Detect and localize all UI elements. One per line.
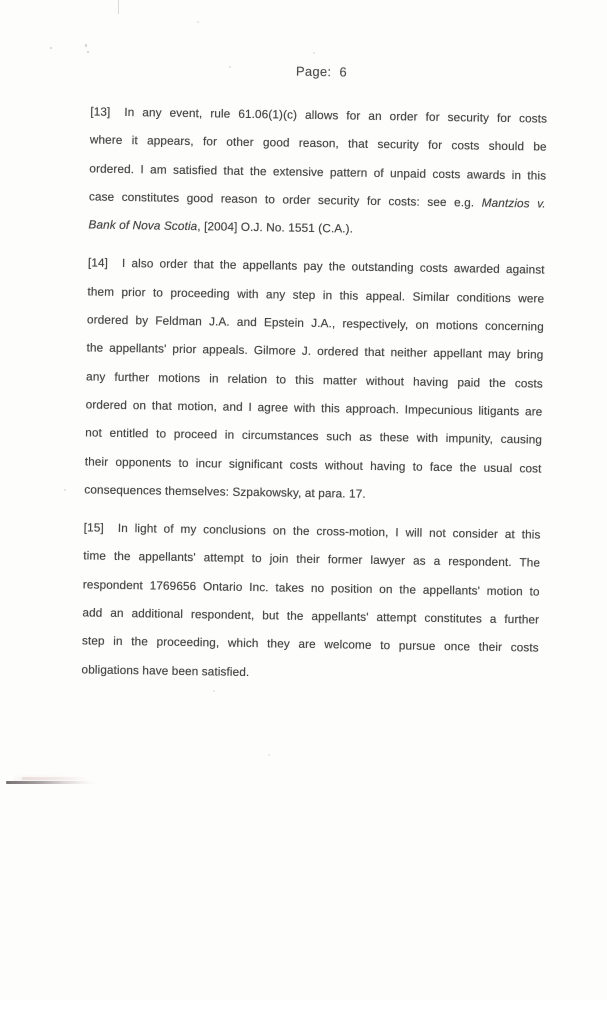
- paragraph-number: [14]: [87, 255, 109, 271]
- page-header-label: Page:: [295, 63, 332, 80]
- scan-scratch: [118, 0, 119, 14]
- text-segment: case constitutes good reason to order security for costs: see e.g.: [88, 189, 482, 210]
- citation-italic: Bank of Nova Scotia: [88, 217, 198, 234]
- text-segment: step in the proceeding, which they are welcome to pursue once their costs: [81, 633, 539, 655]
- paragraph-number: [15]: [83, 520, 104, 535]
- page-number: 6: [339, 64, 348, 80]
- citation-italic: Mantzios v.: [481, 195, 546, 211]
- text-segment: obligations have been satisfied.: [81, 662, 250, 679]
- document-body: [81, 97, 547, 700]
- paragraph-15: [81, 514, 541, 691]
- text-segment: the appellants' prior appeals. Gilmore J. ordered that neither appellant may bring: [86, 340, 544, 362]
- scan-smudge: [22, 777, 86, 780]
- text-segment: respondent 1769656 Ontario Inc. takes no position on the appellants' motion to: [82, 577, 540, 599]
- text-segment: any further motions in relation to this matter without having paid the costs: [85, 369, 543, 391]
- paragraph-13: [88, 97, 547, 246]
- page-header: [296, 64, 347, 80]
- scan-smudge: [6, 781, 96, 784]
- text-segment: time the appellants' attempt to join their former lawyer as a respondent. The: [83, 548, 541, 571]
- scan-speck: [85, 44, 87, 47]
- text-segment: where it appears, for other good reason, that security for costs should be: [89, 132, 547, 154]
- scan-speck: [197, 21, 199, 23]
- scan-speck: [313, 52, 315, 54]
- scan-speck: [64, 489, 66, 491]
- text-segment: , [2004] O.J. No. 1551 (C.A.).: [197, 219, 354, 236]
- paragraph-number: [13]: [90, 104, 111, 119]
- text-segment: ordered. I am satisfied that the extensive pattern of unpaid costs awards in this: [89, 161, 547, 183]
- text-segment: their opponents to incur significant costs without having to face the usual cost: [84, 453, 542, 476]
- scan-speck: [213, 690, 215, 692]
- scan-speck: [229, 66, 231, 68]
- text-segment: consequences themselves: Szpakowsky, at para. 17.: [84, 482, 366, 501]
- text-segment: ordered on that motion, and I agree with this approach. Impecunious litigants are: [85, 397, 543, 419]
- text-segment: In any event, rule 61.06(1)(c) allows for an order for security for costs: [124, 104, 548, 126]
- text-segment: add an additional respondent, but the appellants' attempt constitutes a further: [82, 605, 540, 627]
- text-segment: I also order that the appellants pay the outstanding costs awarded against: [121, 256, 545, 278]
- text-segment: ordered by Feldman J.A. and Epstein J.A., respectively, on motions concerning: [86, 312, 544, 334]
- text-segment: In light of my conclusions on the cross-motion, I will not consider at this: [117, 521, 541, 542]
- paragraph-14: [84, 249, 545, 511]
- scan-speck: [50, 47, 52, 49]
- scan-speck: [87, 51, 89, 53]
- text-segment: not entitled to proceed in circumstances such as these with impunity, causing: [85, 425, 543, 447]
- text-segment: them prior to proceeding with any step in this appeal. Similar conditions were: [87, 284, 545, 306]
- scan-speck: [268, 754, 270, 756]
